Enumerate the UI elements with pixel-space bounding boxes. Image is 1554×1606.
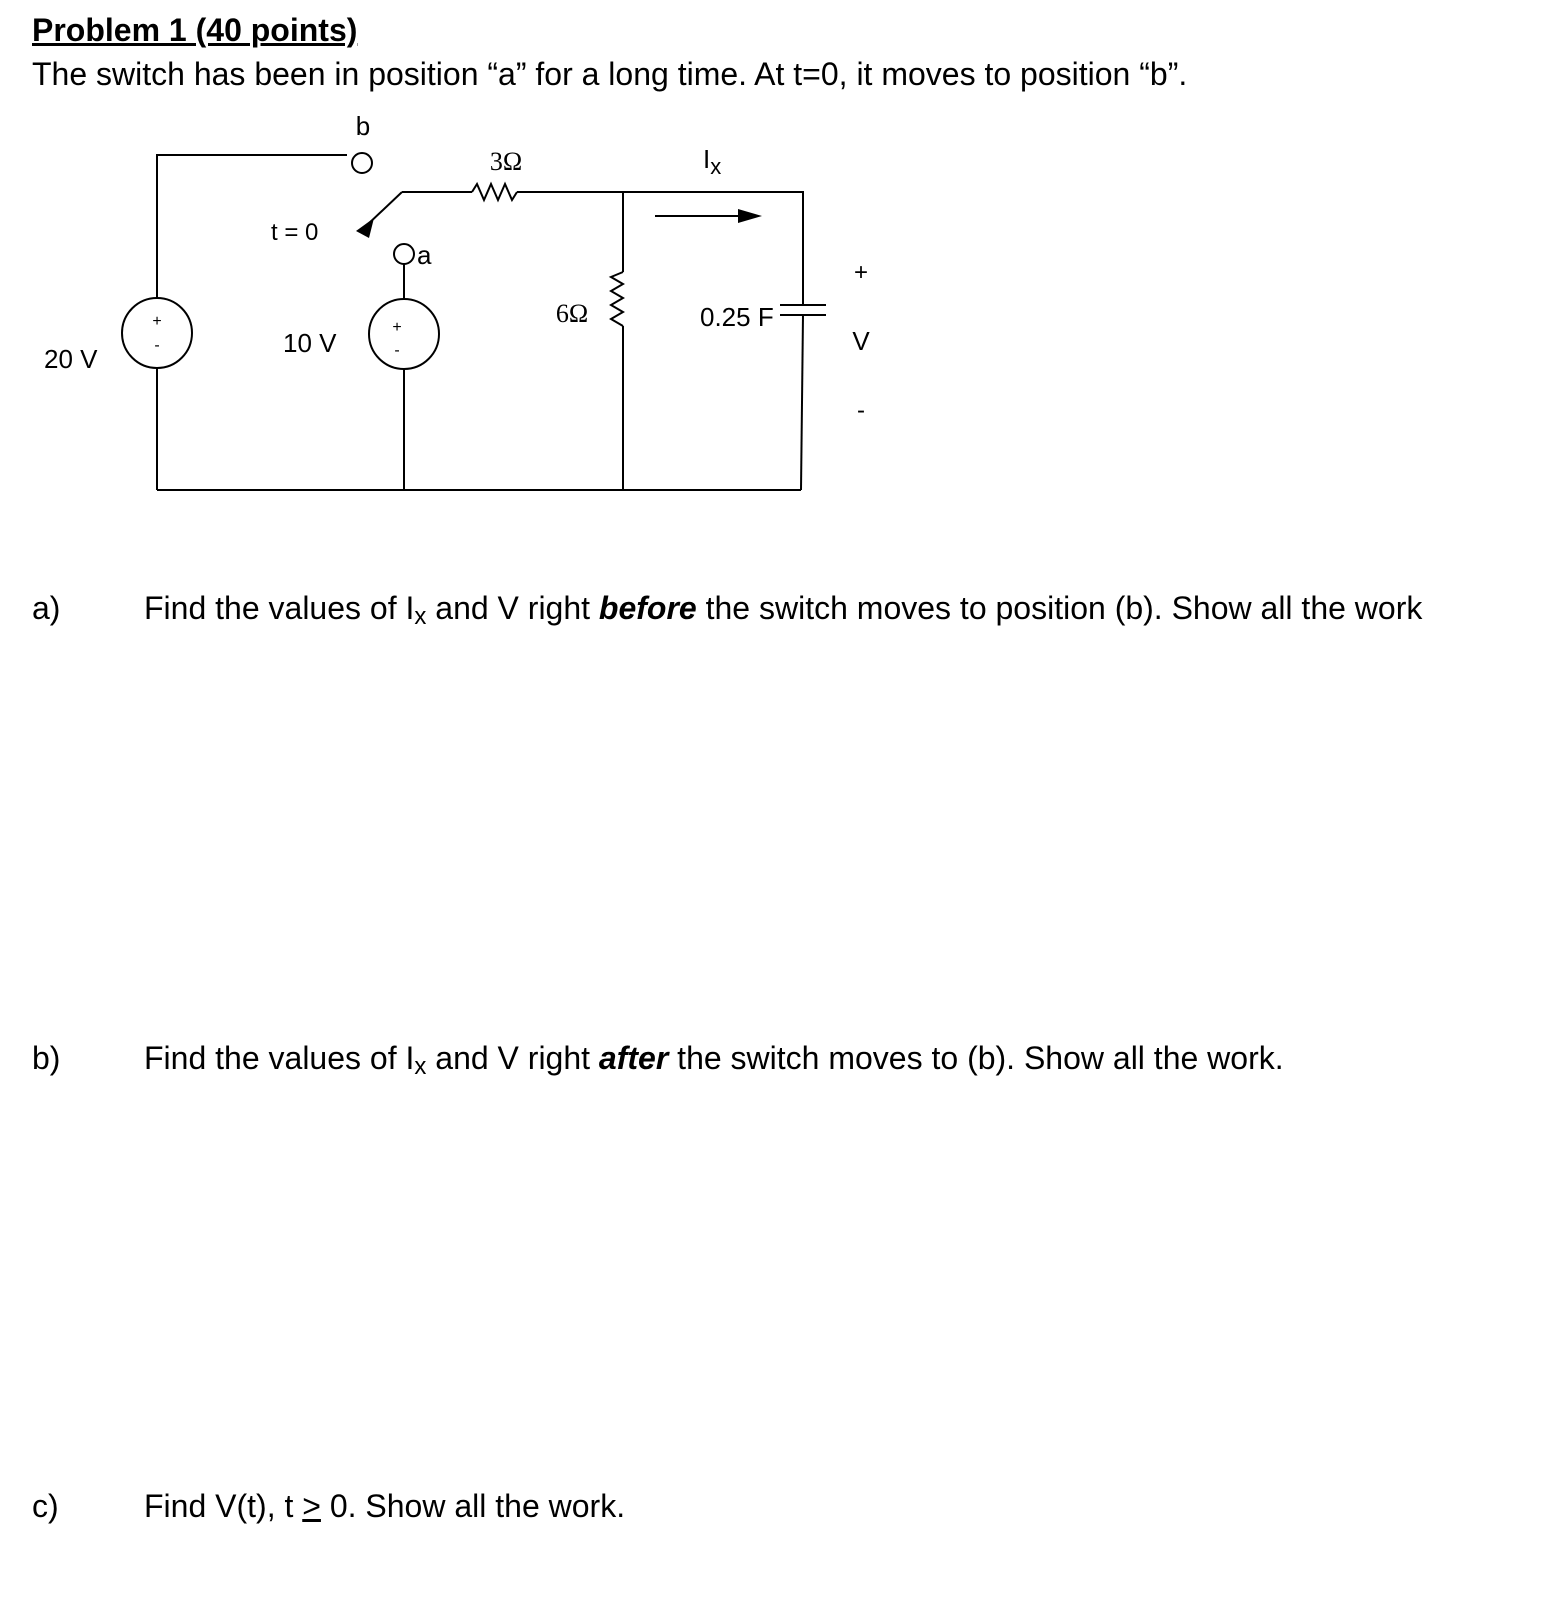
question-c-text: Find V(t), t > 0. Show all the work.: [144, 1488, 626, 1524]
voltage-label: V: [852, 326, 870, 356]
label-3-ohm: 3Ω: [489, 147, 523, 176]
label-t0: t = 0: [271, 219, 319, 246]
problem-intro: The switch has been in position “a” for a long time. At t=0, it moves to position “b”.: [32, 56, 1188, 92]
problem-title: Problem 1 (40 points): [32, 12, 358, 48]
voltage-source-20v: [122, 298, 192, 368]
wire-cap-bottom: [801, 315, 803, 490]
question-a-text: Find the values of Ix and V right before the switch moves to position (b). Show all the work: [144, 590, 1423, 630]
label-ix: $I_x$: [703, 144, 722, 179]
voltage-source-10v: [369, 299, 439, 369]
label-a: a: [417, 240, 432, 270]
label-capacitor: 0.25 F: [700, 302, 774, 332]
current-arrow-head: [738, 209, 762, 223]
label-20v: 20 V: [44, 344, 98, 374]
label-b: b: [355, 111, 371, 141]
question-c-label: c): [32, 1488, 59, 1524]
source10-plus: +: [392, 319, 402, 336]
switch-contact-a: [394, 244, 414, 264]
question-a-label: a): [32, 590, 61, 626]
voltage-minus: -: [857, 397, 865, 424]
label-10v: 10 V: [283, 328, 337, 358]
source20-plus: +: [152, 313, 162, 330]
resistor-3-ohm: [472, 184, 517, 200]
source10-minus: -: [394, 342, 400, 359]
source20-minus: -: [154, 337, 160, 354]
wire-top-right: [517, 192, 803, 250]
question-b-text: Find the values of Ix and V right after the switch moves to (b). Show all the work.: [144, 1040, 1284, 1080]
label-6-ohm: 6Ω: [555, 299, 589, 328]
voltage-plus: +: [853, 259, 869, 286]
switch-arrowhead: [356, 218, 374, 238]
greater-equal-symbol: >: [302, 1488, 321, 1524]
resistor-6-ohm: [611, 272, 623, 326]
switch-contact-b: [352, 153, 372, 173]
question-b-label: b): [32, 1040, 61, 1076]
circuit-diagram: [0, 0, 1554, 520]
